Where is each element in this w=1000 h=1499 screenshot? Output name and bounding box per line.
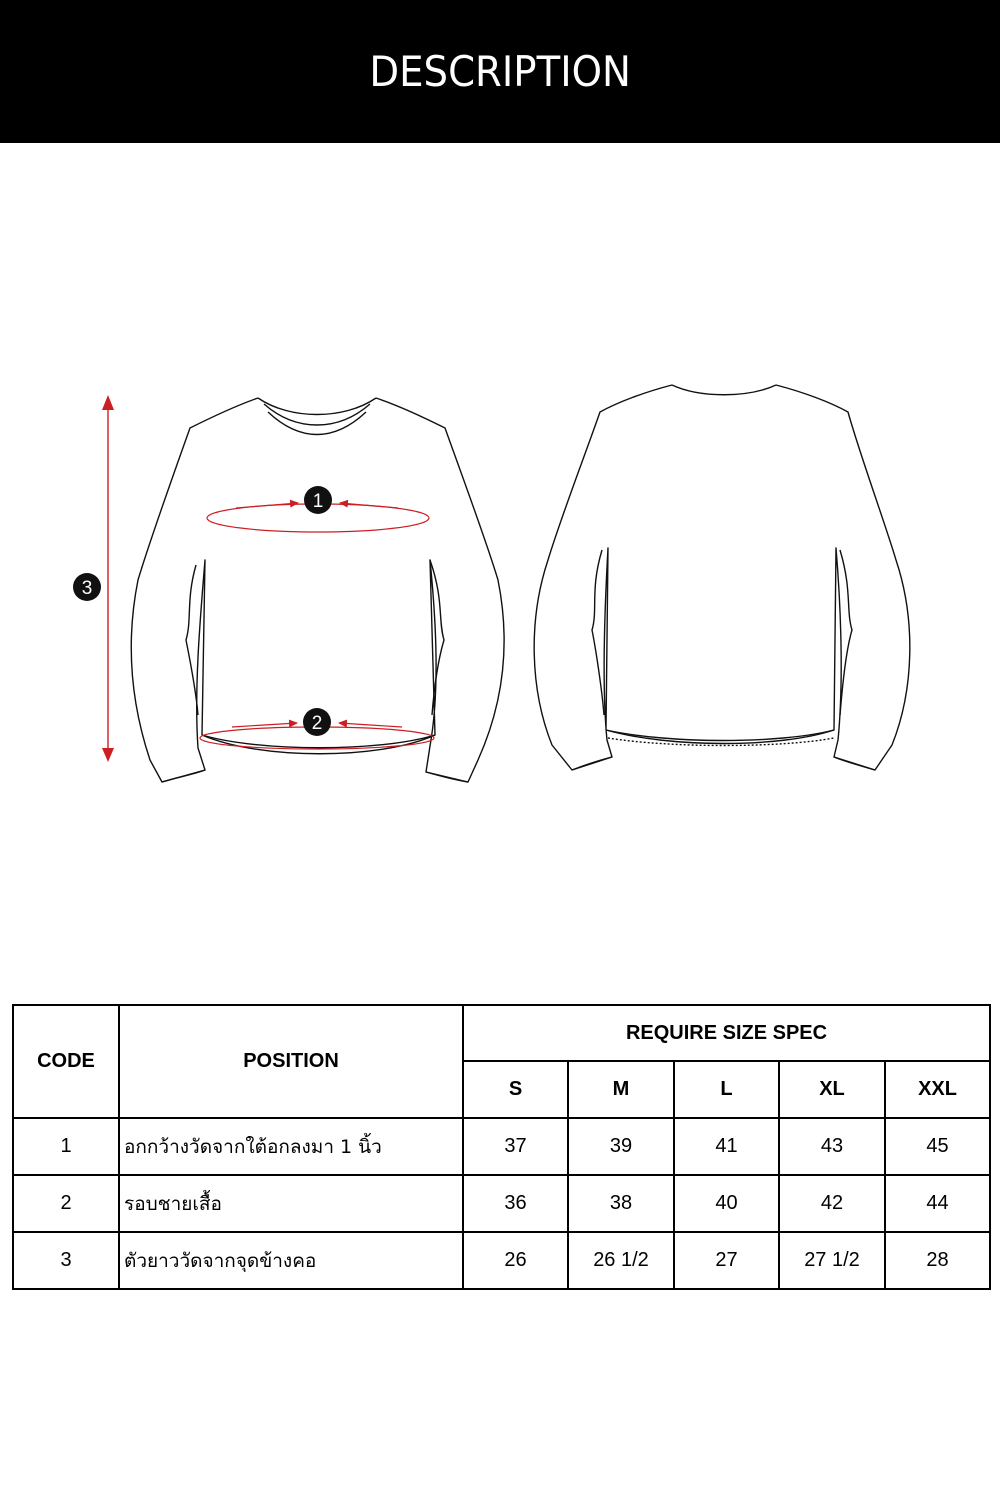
spec-header: REQUIRE SIZE SPEC	[463, 1005, 990, 1061]
size-header-xl: XL	[779, 1061, 885, 1118]
row-code: 2	[13, 1175, 119, 1232]
size-header-l: L	[674, 1061, 779, 1118]
size-spec-table	[12, 1004, 991, 1290]
row-value: 39	[568, 1118, 674, 1175]
table-row	[13, 1118, 990, 1175]
row-value: 27 1/2	[779, 1232, 885, 1289]
size-header-xxl: XXL	[885, 1061, 990, 1118]
row-value: 26	[463, 1232, 568, 1289]
row-code: 1	[13, 1118, 119, 1175]
table-row	[13, 1175, 990, 1232]
marker-3-label: 3	[81, 578, 93, 599]
row-position: อกกว้างวัดจากใต้อกลงมา 1 นิ้ว	[119, 1118, 463, 1175]
row-value: 27	[674, 1232, 779, 1289]
code-header: CODE	[13, 1005, 119, 1118]
row-position: รอบชายเสื้อ	[119, 1175, 463, 1232]
position-header: POSITION	[119, 1005, 463, 1118]
marker-1-label: 1	[312, 491, 324, 512]
size-header-m: M	[568, 1061, 674, 1118]
chest-measure	[207, 486, 429, 532]
row-value: 40	[674, 1175, 779, 1232]
row-value: 28	[885, 1232, 990, 1289]
size-header-s: S	[463, 1061, 568, 1118]
row-position: ตัวยาววัดจากจุดข้างคอ	[119, 1232, 463, 1289]
row-value: 36	[463, 1175, 568, 1232]
length-measure	[73, 395, 114, 762]
row-value: 44	[885, 1175, 990, 1232]
row-value: 37	[463, 1118, 568, 1175]
row-value: 43	[779, 1118, 885, 1175]
marker-2-label: 2	[311, 713, 323, 734]
garment-diagram	[0, 143, 1000, 1003]
row-value: 41	[674, 1118, 779, 1175]
row-value: 45	[885, 1118, 990, 1175]
row-value: 38	[568, 1175, 674, 1232]
header-bar	[0, 0, 1000, 143]
row-code: 3	[13, 1232, 119, 1289]
row-value: 42	[779, 1175, 885, 1232]
back-sweater	[534, 385, 910, 770]
page-title: DESCRIPTION	[369, 47, 631, 96]
table-row	[13, 1232, 990, 1289]
row-value: 26 1/2	[568, 1232, 674, 1289]
